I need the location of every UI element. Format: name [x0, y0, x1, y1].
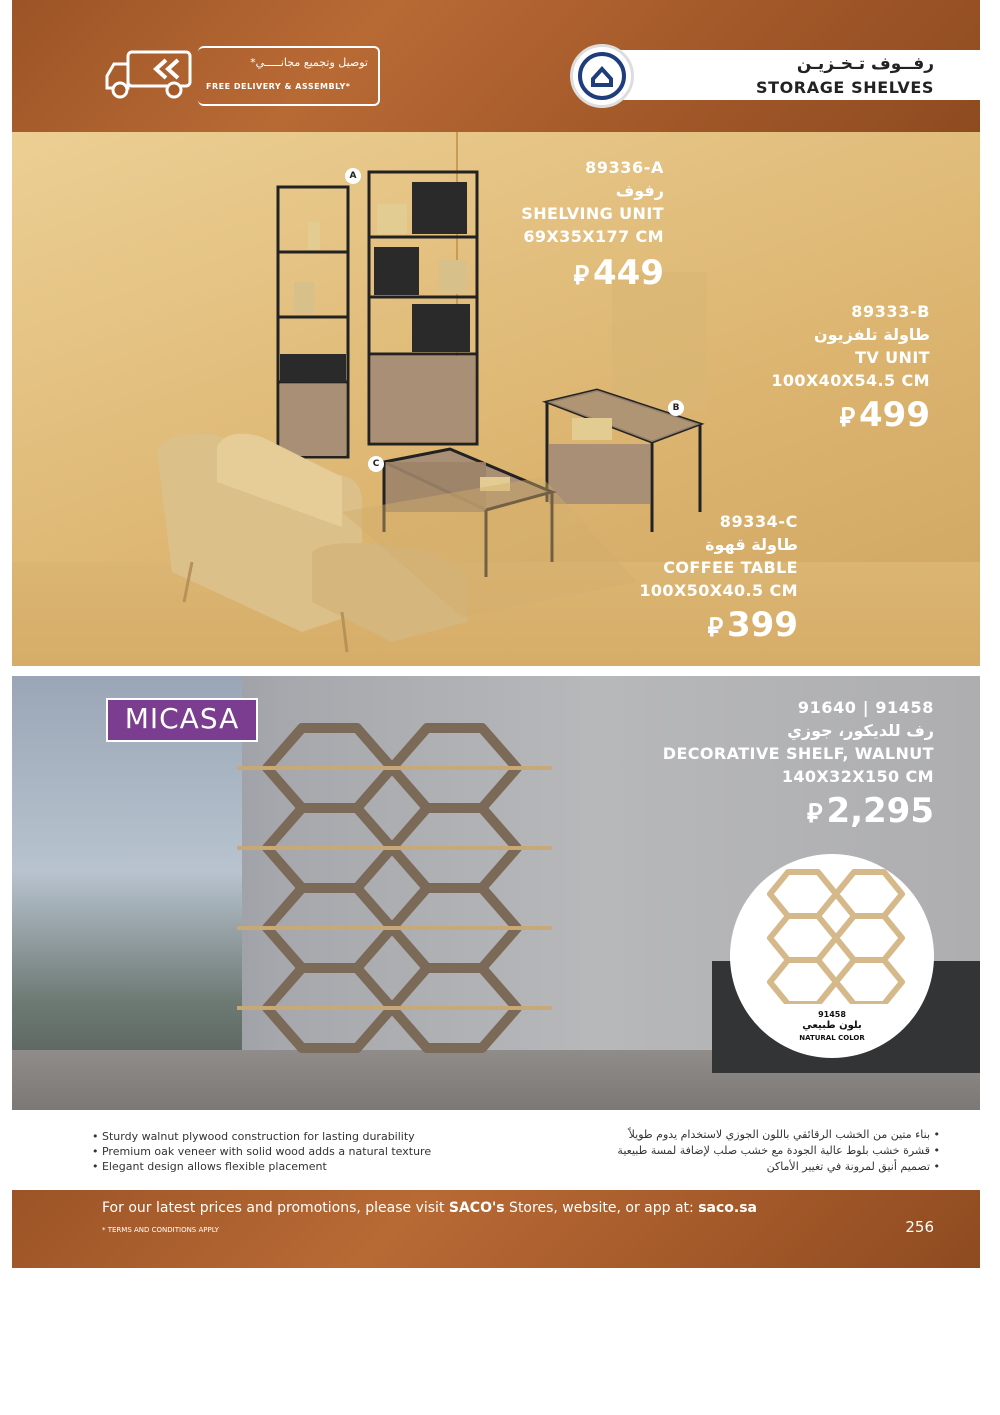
product-name-ar: طاولة تلفزيون: [813, 325, 930, 344]
product-dimensions: 100X50X40.5 CM: [639, 581, 798, 600]
section-title-ar: رفــوف تـخـزيـن: [796, 54, 934, 74]
price-value: 449: [593, 253, 664, 293]
section-title-en: STORAGE SHELVES: [755, 78, 934, 97]
product-dimensions: 140X32X150 CM: [781, 767, 934, 786]
decorative-shelf-section: [12, 676, 980, 1110]
product-name-en: TV UNIT: [855, 348, 930, 367]
feature-item: • Elegant design allows flexible placement: [92, 1160, 327, 1173]
product-price: [521, 253, 664, 293]
natural-color-variant-inset: [730, 854, 934, 1058]
product-codes: 91640 | 91458: [797, 698, 934, 717]
brand-name: MICASA: [124, 702, 240, 735]
micasa-brand-logo: [106, 698, 258, 742]
price-value: 399: [727, 605, 798, 645]
product-marker-a: A: [345, 168, 361, 184]
free-delivery-badge: [104, 46, 382, 104]
feature-item: • تصميم أنيق لمرونة في تغيير الأماكن: [766, 1160, 940, 1173]
section-title-bar: [600, 50, 980, 100]
product-name-ar: طاولة قهوة: [705, 535, 798, 554]
delivery-text-box: [198, 46, 380, 106]
footer-text-middle: Stores, website, or app at:: [504, 1200, 699, 1216]
footer-text-prefix: For our latest prices and promotions, please visit: [102, 1200, 449, 1216]
delivery-truck-icon: [104, 50, 194, 100]
riyal-currency-icon: ⃁: [573, 261, 590, 291]
feature-item: • Premium oak veneer with solid wood adds a natural texture: [92, 1145, 432, 1158]
delivery-label-en: FREE DELIVERY & ASSEMBLY*: [206, 82, 351, 91]
features-list-en: [92, 1129, 532, 1174]
product-label-shelving-unit: [521, 156, 664, 293]
feature-item: • Sturdy walnut plywood construction for lasting durability: [92, 1130, 415, 1143]
terms-note: * TERMS AND CONDITIONS APPLY: [102, 1226, 219, 1234]
riyal-currency-icon: ⃁: [707, 613, 724, 643]
natural-hexagon-shelf-image: [730, 854, 934, 1004]
product-label-decorative-shelf: [662, 696, 934, 831]
product-name-ar: رف للديكور، جوزي: [787, 721, 934, 740]
product-marker-b: B: [668, 400, 684, 416]
product-code: 89334-C: [719, 512, 798, 531]
product-name-ar: رفوف: [615, 181, 664, 200]
variant-code: 91458: [818, 1010, 846, 1019]
product-name-en: COFFEE TABLE: [663, 558, 798, 577]
delivery-label-ar: توصيل وتجميع مجانـــــي*: [250, 56, 368, 69]
product-price: [663, 791, 934, 831]
product-name-en: DECORATIVE SHELF, WALNUT: [662, 744, 934, 763]
product-code: 89333-B: [851, 302, 930, 321]
product-price: [771, 395, 930, 435]
price-value: 2,295: [826, 791, 934, 831]
product-label-tv-unit: [771, 300, 930, 435]
features-list-ar: [520, 1127, 940, 1175]
variant-name-en: NATURAL COLOR: [799, 1034, 865, 1042]
page-number: 256: [905, 1218, 934, 1236]
catalog-page: [12, 0, 980, 1268]
footer-brand: SACO's: [448, 1200, 505, 1216]
feature-item: • قشرة خشب بلوط عالية الجودة مع خشب صلب لإضافة لمسة طبيعية: [617, 1144, 940, 1157]
footer-promo-text: [102, 1200, 757, 1216]
product-price: [639, 605, 798, 645]
footer-website-link[interactable]: saco.sa: [698, 1200, 757, 1216]
storage-category-logo: [570, 44, 634, 108]
footer-banner: [12, 1190, 980, 1268]
header-banner: [12, 0, 980, 132]
product-name-en: SHELVING UNIT: [521, 204, 664, 223]
product-dimensions: 69X35X177 CM: [523, 227, 664, 246]
feature-item: • بناء متين من الخشب الرقائقي باللون الجوزي لاستخدام يدوم طويلاً: [628, 1128, 940, 1141]
product-marker-c: C: [368, 456, 384, 472]
house-icon: [573, 47, 631, 105]
variant-name-ar: بلون طبيعي: [802, 1020, 862, 1031]
shelving-set-section: [12, 132, 980, 666]
riyal-currency-icon: ⃁: [807, 799, 823, 829]
riyal-currency-icon: ⃁: [839, 403, 856, 433]
product-code: 89336-A: [585, 158, 664, 177]
product-dimensions: 100X40X54.5 CM: [771, 371, 930, 390]
product-label-coffee-table: [639, 510, 798, 645]
price-value: 499: [859, 395, 930, 435]
